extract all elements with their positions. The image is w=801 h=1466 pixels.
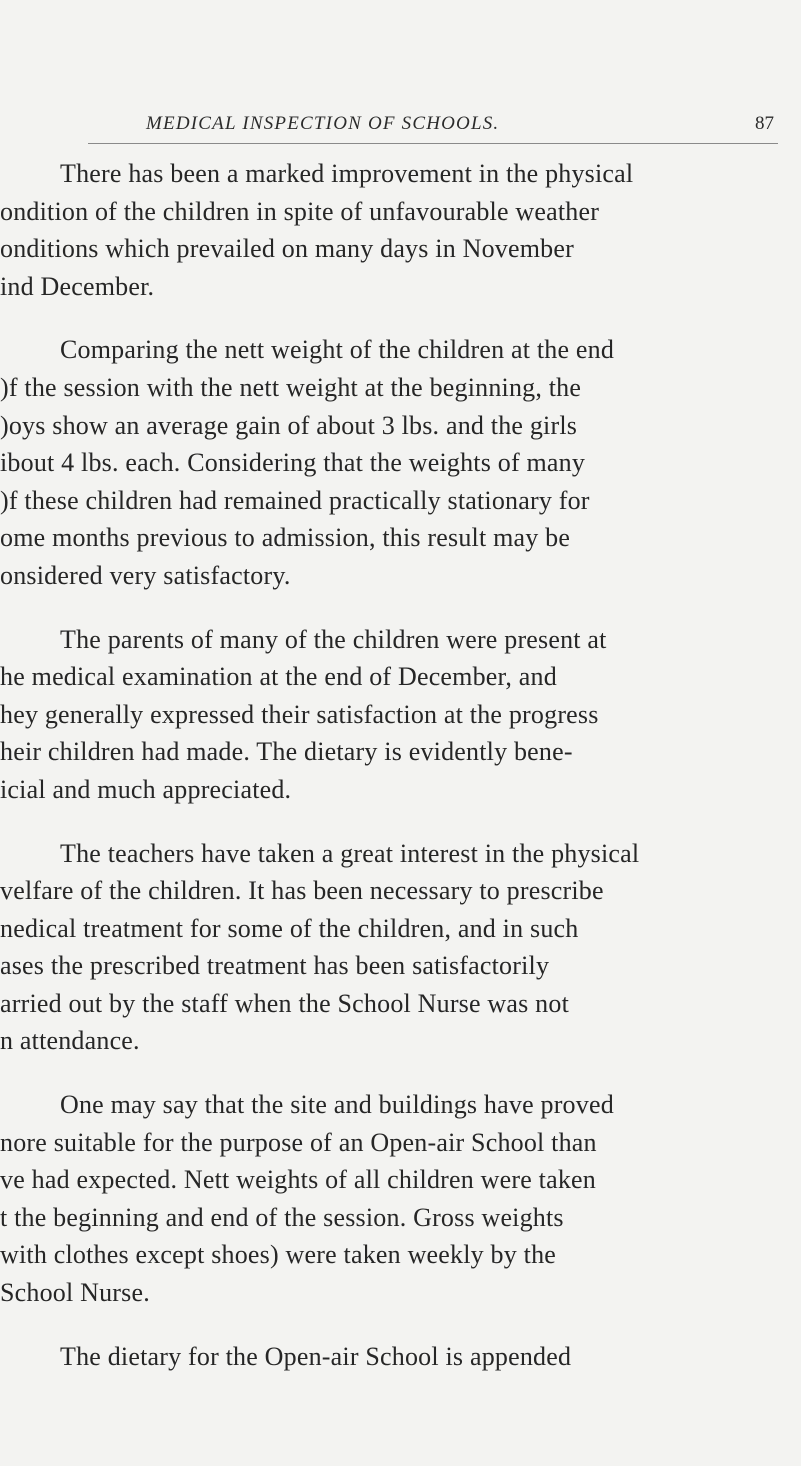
page-header [0,113,801,143]
text-line: ondition of the children in spite of unfavourable weather [0,196,600,226]
text-line: ases the prescribed treatment has been satisfactorily [0,951,550,981]
text-line: icial and much appreciated. [0,774,292,804]
text-line: n attendance. [0,1026,140,1056]
text-line: with clothes except shoes) were taken weekly by the [0,1240,557,1270]
text-line: nore suitable for the purpose of an Open-air School than [0,1127,597,1157]
text-line: There has been a marked improvement in the physical [60,159,634,188]
text-line: )f the session with the nett weight at the beginning, the [0,372,582,402]
text-line: hey generally expressed their satisfaction at the progress [0,699,599,729]
text-line: Comparing the nett weight of the children at the end [60,335,615,365]
body-text [0,155,801,1401]
text-line: The parents of many of the children were present at [60,624,607,654]
text-line: onditions which prevailed on many days in November [0,234,574,264]
text-line: ome months previous to admission, this result may be [0,523,571,553]
paragraph-6 [0,1338,801,1376]
paragraph-4 [0,835,801,1061]
text-line: )f these children had remained practically stationary for [0,485,590,515]
text-line: School Nurse. [0,1278,150,1308]
text-line: velfare of the children. It has been necessary to prescribe [0,876,604,906]
page-number: 87 [755,113,774,134]
text-line: arried out by the staff when the School Nurse was not [0,988,569,1018]
text-line: ibout 4 lbs. each. Considering that the weights of many [0,448,586,478]
text-line: The dietary for the Open-air School is appended [60,1341,572,1371]
text-line: ind December. [0,271,155,301]
header-rule [88,143,778,144]
text-line: onsidered very satisfactory. [0,560,291,590]
text-line: t the beginning and end of the session. Gross weights [0,1202,564,1232]
paragraph-2 [0,331,801,594]
text-line: The teachers have taken a great interest in the physical [60,838,640,868]
paragraph-3 [0,621,801,809]
paragraph-5 [0,1086,801,1312]
running-head: MEDICAL INSPECTION OF SCHOOLS. [146,113,500,134]
text-line: heir children had made. The dietary is evidently bene- [0,737,573,767]
text-line: One may say that the site and buildings have proved [60,1090,614,1120]
text-line: ve had expected. Nett weights of all children were taken [0,1165,596,1195]
text-line: he medical examination at the end of December, and [0,662,557,692]
text-line: nedical treatment for some of the children, and in such [0,913,579,943]
paragraph-1 [0,155,801,305]
text-line: )oys show an average gain of about 3 lbs. and the girls [0,410,578,440]
